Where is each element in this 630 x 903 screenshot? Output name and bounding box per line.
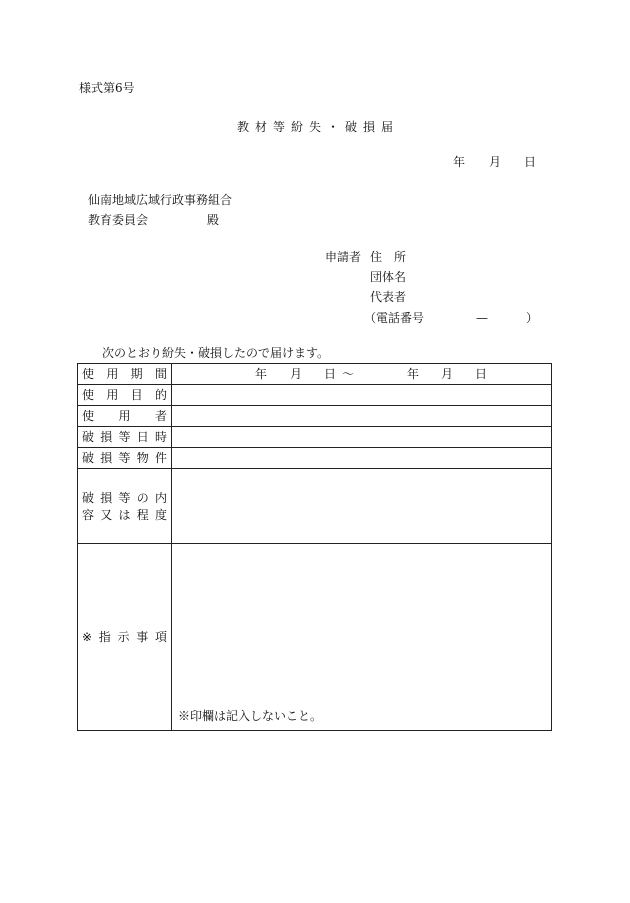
- addressee-committee: 教育委員会: [88, 213, 149, 227]
- label-usage-period: [78, 364, 172, 385]
- document-title: 教材等紛失・破損届: [237, 120, 400, 134]
- label-usage-purpose: [78, 385, 172, 406]
- label-damage-datetime: [78, 427, 172, 448]
- label-char: 使: [82, 367, 95, 381]
- label-damage-content: [78, 469, 172, 544]
- form-number: 様式第6号: [79, 81, 135, 95]
- period-year-1: 年: [255, 367, 268, 381]
- label-line-1: [82, 491, 167, 505]
- label-char: 破: [82, 430, 95, 444]
- applicant-representative-label: 代表者: [370, 290, 407, 304]
- applicant-phone-dash: —: [476, 311, 488, 325]
- label-char: 使: [82, 388, 95, 402]
- date-day-label: 日: [524, 155, 537, 169]
- addressee-organization: 仙南地域広域行政事務組合: [88, 193, 233, 207]
- applicant-organization-label: 団体名: [370, 270, 407, 284]
- label-char: 用: [118, 409, 131, 423]
- applicant-phone-open: （電話番号: [364, 311, 425, 325]
- label-char: 用: [106, 367, 119, 381]
- label-char: 損: [100, 451, 113, 465]
- label-char: 等: [118, 430, 131, 444]
- field-instructions: [172, 544, 552, 731]
- label-char: 日: [136, 430, 149, 444]
- field-user[interactable]: [172, 406, 552, 427]
- row-damage-datetime: [78, 427, 552, 448]
- field-usage-purpose[interactable]: [172, 385, 552, 406]
- applicant-address-label: 住 所: [370, 250, 407, 264]
- field-damage-datetime[interactable]: [172, 427, 552, 448]
- label-char: 損: [100, 490, 113, 505]
- date-year-label: 年: [453, 155, 466, 169]
- date-month-label: 月: [489, 155, 502, 169]
- label-char: 内: [154, 490, 167, 505]
- period-month-1: 月: [290, 367, 303, 381]
- label-line-2: [82, 508, 167, 522]
- label-text: [82, 409, 167, 423]
- instructions-note: ※印欄は記入しないこと。: [178, 709, 323, 723]
- label-text: [82, 367, 167, 381]
- label-char: は: [118, 507, 131, 522]
- report-form-table: [77, 363, 552, 731]
- label-char: の: [136, 490, 149, 505]
- label-text: [82, 430, 167, 444]
- label-char: 破: [82, 490, 95, 505]
- intro-statement: 次のとおり紛失・破損したので届けます。: [102, 346, 330, 360]
- label-char: 度: [154, 507, 167, 522]
- label-char: 損: [100, 430, 113, 444]
- label-char: 期: [130, 367, 143, 381]
- label-char: 示: [117, 630, 130, 644]
- row-usage-purpose: [78, 385, 552, 406]
- label-char: 件: [154, 451, 167, 465]
- label-char: 容: [82, 507, 95, 522]
- applicant-phone-close: ）: [526, 311, 539, 325]
- period-day-1: 日: [324, 367, 337, 381]
- label-char: 破: [82, 451, 95, 465]
- row-usage-period: [78, 364, 552, 385]
- label-char: 間: [154, 367, 167, 381]
- period-tilde: ～: [342, 367, 355, 381]
- label-char: ※: [82, 630, 93, 644]
- field-usage-period[interactable]: [172, 364, 552, 385]
- label-char: 指: [98, 630, 111, 644]
- label-char: 者: [154, 409, 167, 423]
- label-two-line: [82, 491, 167, 522]
- label-char: 事: [136, 630, 149, 644]
- applicant-label: 申請者: [325, 250, 362, 264]
- field-damage-content[interactable]: [172, 469, 552, 544]
- label-char: 用: [106, 388, 119, 402]
- row-damaged-item: [78, 448, 552, 469]
- label-char: 等: [118, 490, 131, 505]
- label-char: 又: [100, 507, 113, 522]
- label-char: 物: [136, 451, 149, 465]
- period-month-2: 月: [441, 367, 454, 381]
- row-instructions: [78, 544, 552, 731]
- label-char: 項: [154, 630, 167, 644]
- field-damaged-item[interactable]: [172, 448, 552, 469]
- label-char: 等: [118, 451, 131, 465]
- label-text: [82, 451, 167, 465]
- label-text: [82, 630, 167, 644]
- period-day-2: 日: [475, 367, 488, 381]
- period-year-2: 年: [407, 367, 420, 381]
- label-damaged-item: [78, 448, 172, 469]
- label-char: 使: [82, 409, 95, 423]
- addressee-honorific: 殿: [207, 213, 220, 227]
- label-char: 時: [154, 430, 167, 444]
- label-instructions: [78, 544, 172, 731]
- label-char: 程: [136, 507, 149, 522]
- label-char: 目: [130, 388, 143, 402]
- label-user: [78, 406, 172, 427]
- label-char: 的: [154, 388, 167, 402]
- row-user: [78, 406, 552, 427]
- row-damage-content: [78, 469, 552, 544]
- label-text: [82, 388, 167, 402]
